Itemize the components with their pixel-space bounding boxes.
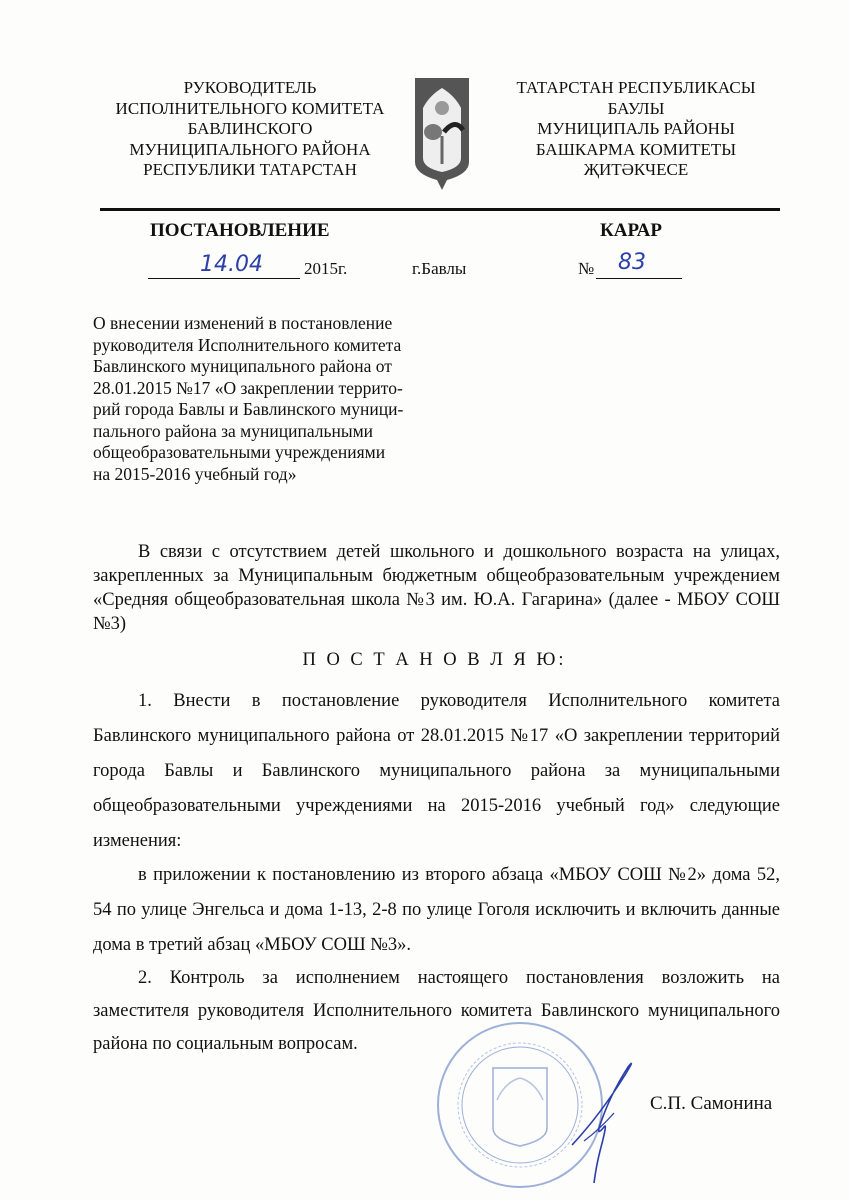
subject-line: на 2015-2016 учебный год» [93, 463, 297, 484]
header-line: ИСПОЛНИТЕЛЬНОГО КОМИТЕТА [115, 98, 385, 118]
date-row [148, 250, 748, 286]
header-line: МУНИЦИПАЛЬНОГО РАЙОНА [129, 139, 371, 159]
header-line: ТАТАРСТАН РЕСПУБЛИКАСЫ [516, 78, 756, 97]
subject-line: 28.01.2015 №17 «О закреплении террито- [93, 377, 403, 398]
subject-line: Бавлинского муниципального района от [93, 356, 392, 376]
clause-1-paragraph: 1. Внести в постановление руководителя Исполнительного комитета Бавлинского муниципального района от 28.01.2015 №17 «О закреплении территорий города Бавлы и Бавлинского муниципального района за муниципальными общеобразовательными учреждениями на 2015-2016 учебный год» следующие изменения: [93, 691, 780, 851]
clause-2-paragraph: 2. Контроль за исполнением настоящего постановления возложить на заместителя руководителя Исполнительного комитета Бавлинского муниципального района по социальным вопросам. [93, 968, 780, 1054]
handwritten-number: 83 [618, 250, 646, 275]
header-line: МУНИЦИПАЛЬ РАЙОНЫ [537, 119, 735, 138]
subject-line: рий города Бавлы и Бавлинского муници- [93, 399, 404, 419]
subject-block [93, 313, 433, 485]
header-right-tt [486, 78, 786, 181]
signer-name: С.П. Самонина [650, 1093, 773, 1114]
header-line: БАШКАРМА КОМИТЕТЫ [535, 139, 737, 159]
header-left-ru [100, 78, 400, 181]
subject-line: пального района за муниципальными [93, 420, 374, 441]
clause-1-detail-paragraph: в приложении к постановлению из второго абзаца «МБОУ СОШ №2» дома 52, 54 по улице Энгельса и дома 1-13, 2-8 по улице Гоголя исключить и включить данные дома в третий абзац «МБОУ СОШ №3». [93, 865, 780, 955]
city: г.Бавлы [412, 259, 467, 278]
doc-type-ru: ПОСТАНОВЛЕНИЕ [150, 220, 330, 241]
subject-line: О внесении изменений в постановление [93, 313, 393, 333]
decree-heading: П О С Т А Н О В Л Я Ю: [302, 650, 567, 670]
header-line: БАВЛИНСКОГО [187, 119, 313, 138]
handwritten-date: 14.04 [200, 252, 263, 277]
doc-type-tt: КАРАР [600, 220, 663, 241]
header-line: РУКОВОДИТЕЛЬ [183, 78, 317, 97]
header-divider [100, 208, 780, 211]
number-label: № [578, 259, 595, 278]
preamble-paragraph: В связи с отсутствием детей школьного и дошкольного возраста на улицах, закрепленных за Муниципальным бюджетным общеобразовательным учреждением «Средняя общеобразовательная школа №3 им. Ю.А. Гагарина» (далее - МБОУ СОШ №3) [93, 542, 780, 634]
header-line: БАУЛЫ [607, 98, 665, 118]
header-line: РЕСПУБЛИКИ ТАТАРСТАН [143, 160, 357, 179]
coat-of-arms-emblem-icon [411, 74, 473, 192]
year: 2015г. [304, 259, 348, 278]
header-line: ҖИТӘКЧЕСЕ [583, 160, 689, 179]
subject-line: руководителя Исполнительного комитета [93, 334, 402, 355]
signature-icon [570, 1055, 640, 1185]
subject-line: общеобразовательными учреждениями [93, 442, 386, 462]
